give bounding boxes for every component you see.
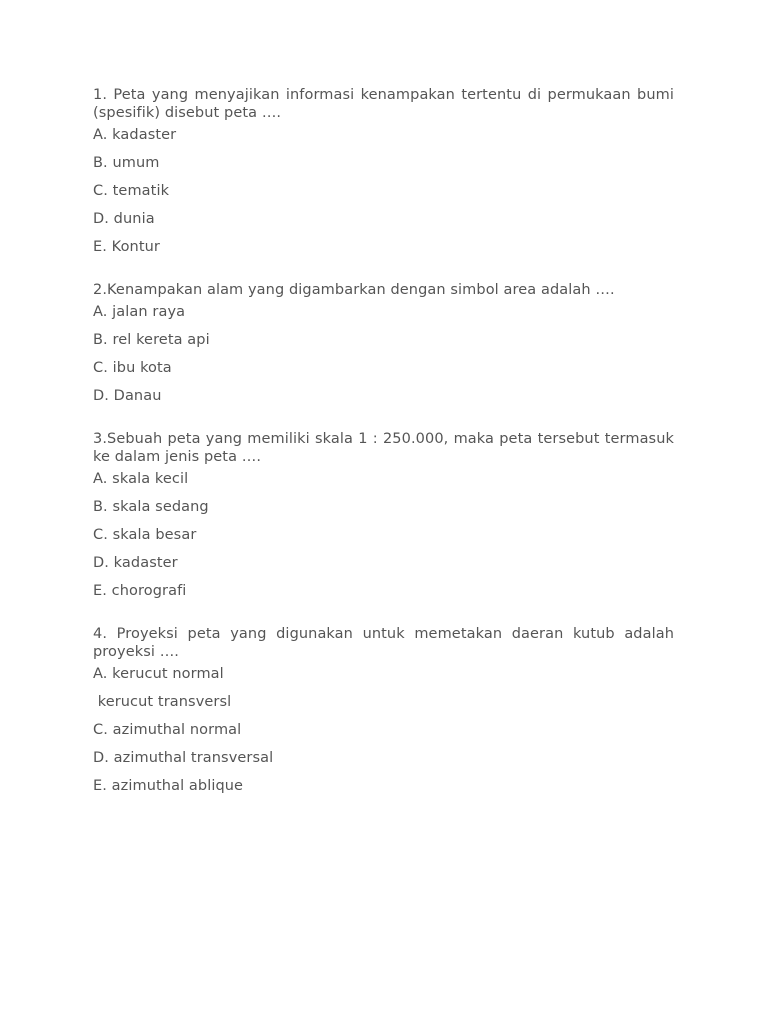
question-text: 3.Sebuah peta yang memiliki skala 1 : 250.000, maka peta tersebut termasuk ke dalam jenis peta …. — [93, 431, 679, 465]
question-3 — [93, 430, 679, 600]
document-page — [93, 86, 679, 820]
question-2 — [93, 281, 674, 405]
option-d: D. Danau — [93, 388, 162, 404]
option-c: C. skala besar — [93, 527, 197, 543]
question-4 — [93, 625, 679, 795]
option-b: B. umum — [93, 155, 160, 171]
question-1 — [93, 86, 679, 256]
option-d: D. azimuthal transversal — [93, 750, 274, 766]
option-a: A. jalan raya — [93, 304, 186, 320]
question-text: 1. Peta yang menyajikan informasi kenampakan tertentu di permukaan bumi (spesifik) disebut peta …. — [93, 87, 679, 121]
option-c: C. azimuthal normal — [93, 722, 242, 738]
option-c: C. ibu kota — [93, 360, 172, 376]
question-text: 4. Proyeksi peta yang digunakan untuk memetakan daeran kutub adalah proyeksi …. — [93, 626, 679, 660]
option-b: B. rel kereta api — [93, 332, 210, 348]
option-d: D. kadaster — [93, 555, 178, 571]
option-a: A. kerucut normal — [93, 666, 224, 682]
option-a: A. skala kecil — [93, 471, 189, 487]
question-text: 2.Kenampakan alam yang digambarkan dengan simbol area adalah …. — [93, 282, 615, 298]
option-b: B. skala sedang — [93, 499, 209, 515]
option-d: D. dunia — [93, 211, 155, 227]
option-b: kerucut transversl — [93, 694, 232, 710]
option-c: C. tematik — [93, 183, 170, 199]
option-e: E. azimuthal ablique — [93, 778, 244, 794]
option-e: E. chorografi — [93, 583, 187, 599]
option-a: A. kadaster — [93, 127, 177, 143]
option-e: E. Kontur — [93, 239, 160, 255]
